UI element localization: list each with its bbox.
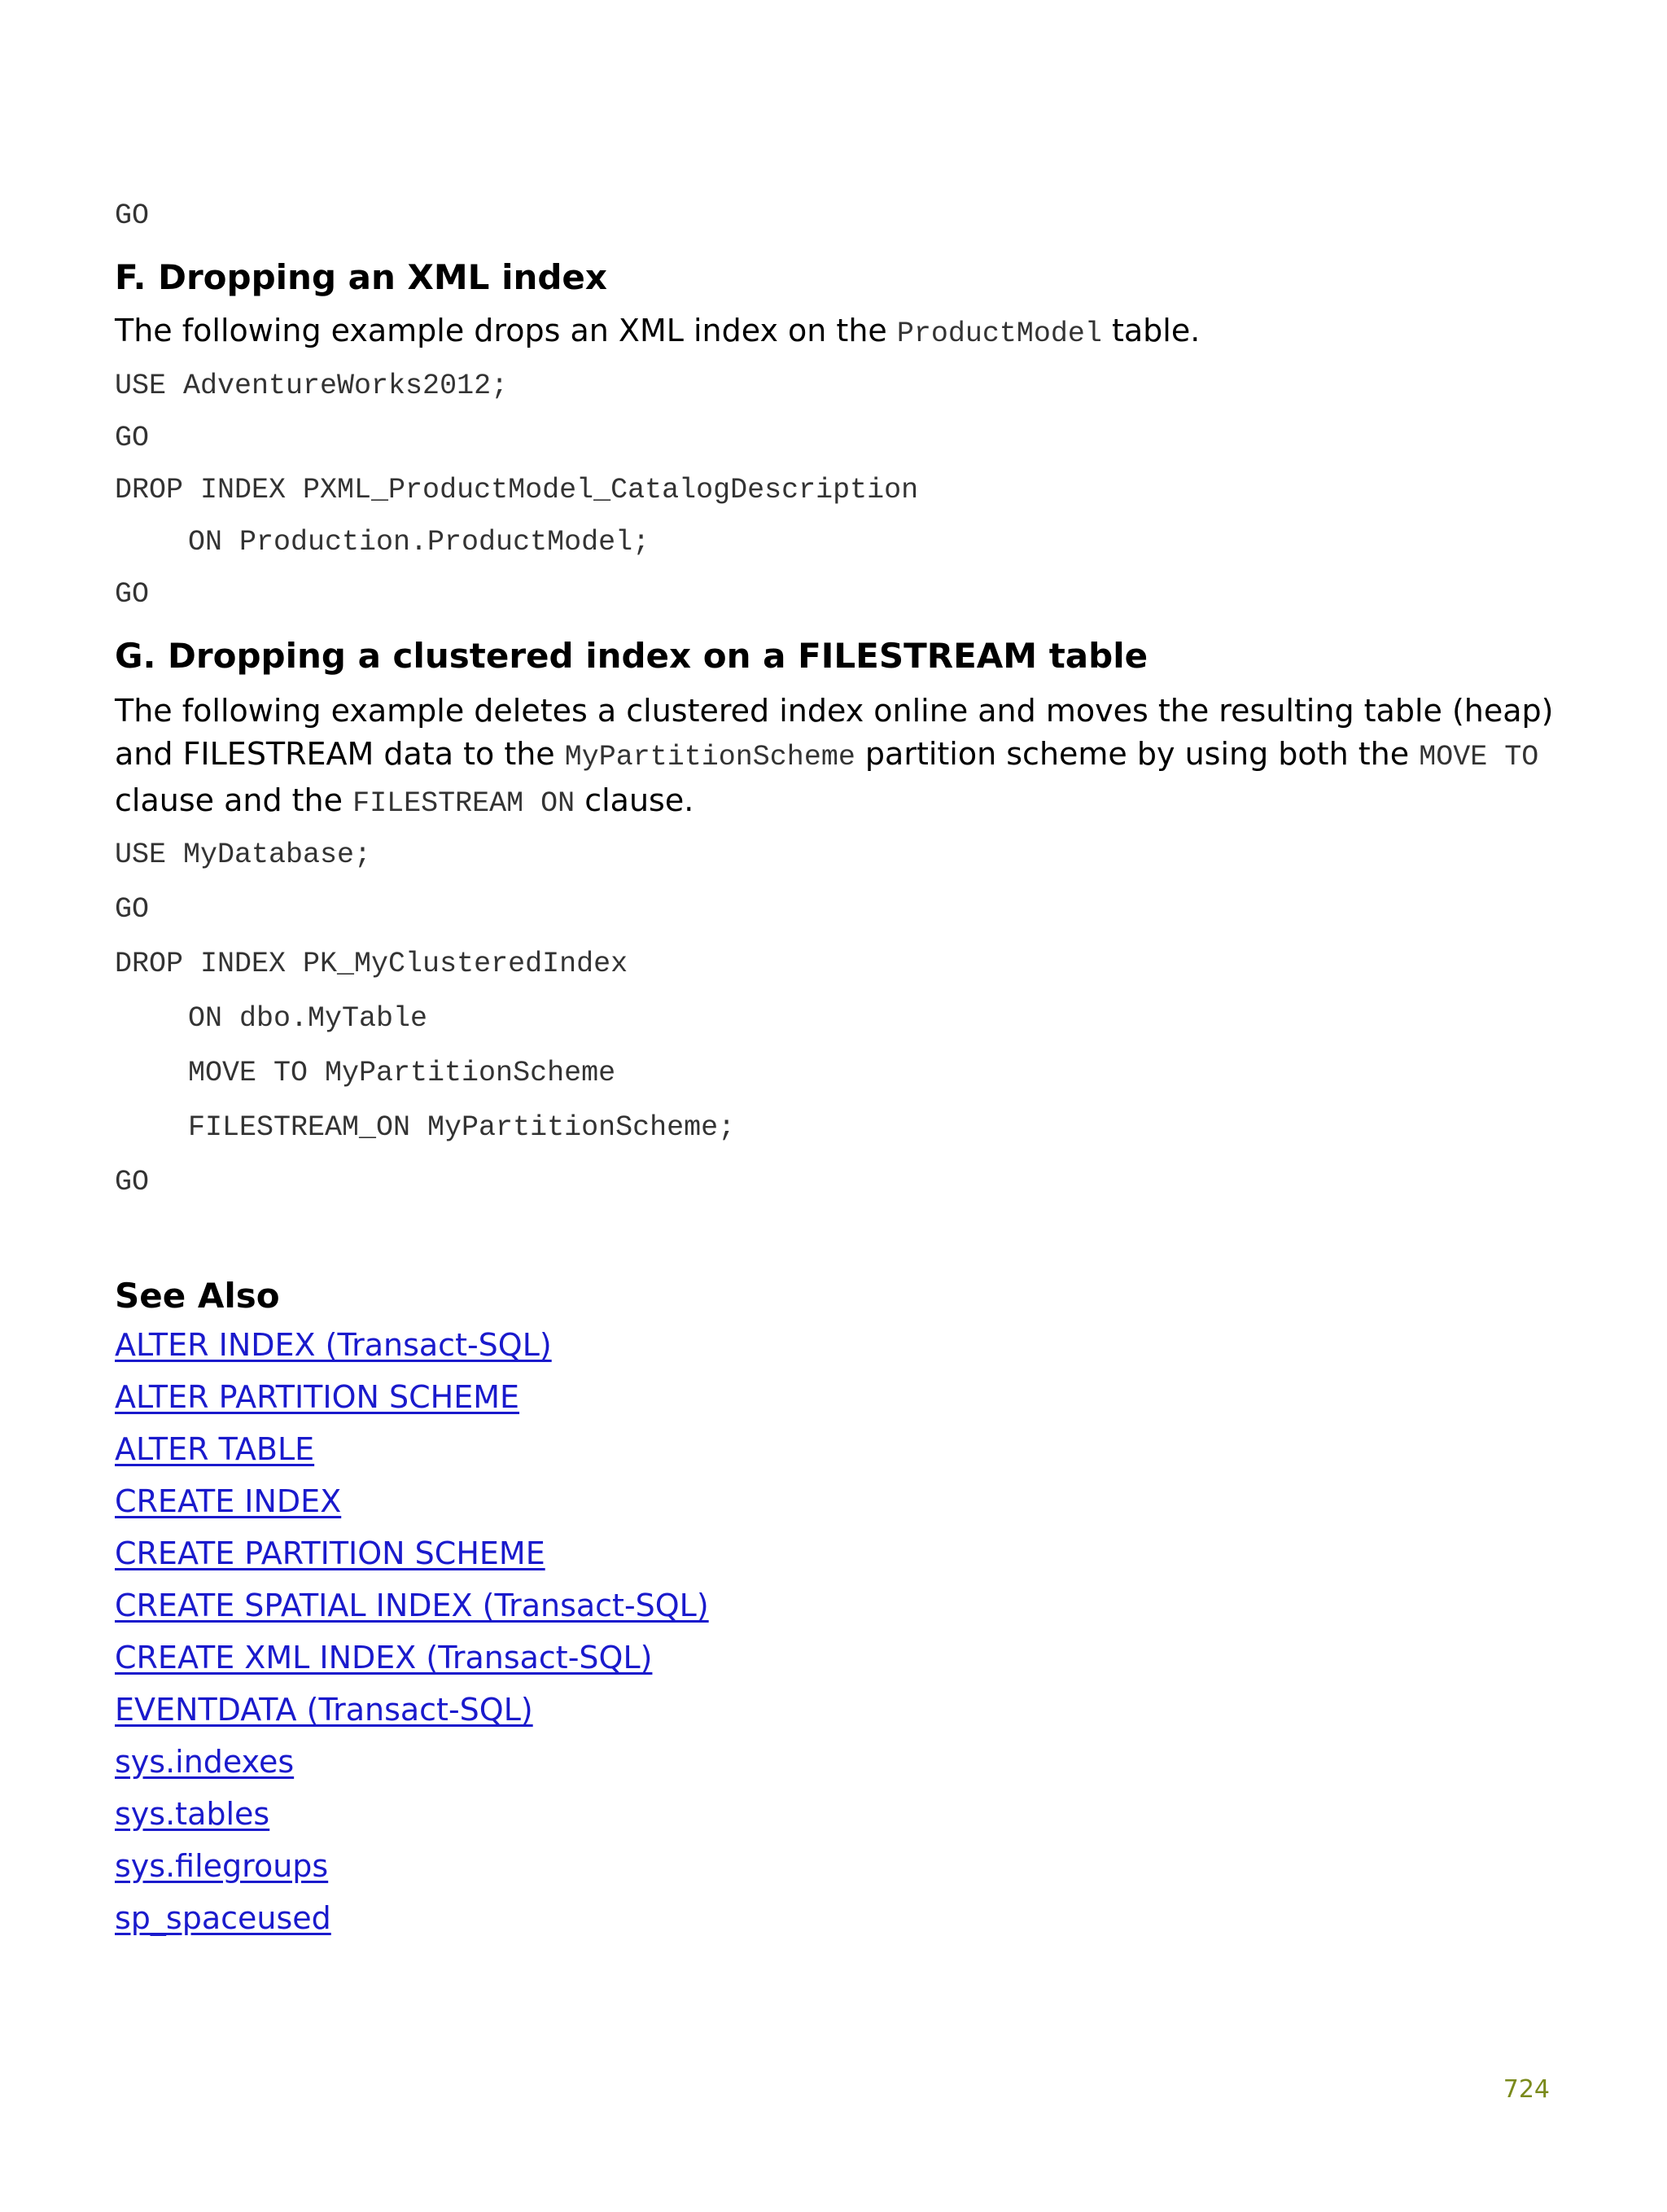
link-create-xml-index[interactable]: CREATE XML INDEX (Transact-SQL) [115,1640,653,1675]
section-g-description-text: partition scheme by using both the [855,736,1420,772]
document-page [115,0,1564,2212]
code-line: DROP INDEX PXML_ProductModel_CatalogDescription [115,474,919,506]
link-sp-spaceused[interactable]: sp_spaceused [115,1900,331,1936]
code-line: DROP INDEX PK_MyClusteredIndex [115,948,628,980]
section-g-description-text: clause and the [115,782,353,818]
see-also-heading: See Also [115,1276,280,1316]
section-heading-f: F. Dropping an XML index [115,257,608,297]
link-alter-table[interactable]: ALTER TABLE [115,1431,315,1467]
code-line: GO [115,893,150,926]
section-g-description-text-end: clause. [575,782,694,818]
inline-code-move-to: MOVE TO [1419,741,1539,773]
link-sys-indexes[interactable]: sys.indexes [115,1744,295,1780]
link-create-partition-scheme[interactable]: CREATE PARTITION SCHEME [115,1535,545,1571]
code-line-go: GO [115,199,150,232]
inline-code-mypartitionscheme: MyPartitionScheme [564,741,855,773]
section-heading-g: G. Dropping a clustered index on a FILESTREAM table [115,636,1149,676]
section-f-description [115,309,1564,356]
code-line: ON Production.ProductModel; [188,526,650,558]
inline-code-productmodel: ProductModel [896,318,1102,350]
code-line: ON dbo.MyTable [188,1002,428,1035]
code-line: GO [115,578,150,611]
link-create-index[interactable]: CREATE INDEX [115,1483,342,1519]
code-line: USE MyDatabase; [115,839,372,871]
section-f-description-text-end: table. [1101,313,1201,348]
link-sys-tables[interactable]: sys.tables [115,1796,270,1832]
code-line: GO [115,1166,150,1198]
code-line: MOVE TO MyPartitionScheme [188,1057,616,1089]
code-line: USE AdventureWorks2012; [115,370,509,402]
code-line: FILESTREAM_ON MyPartitionScheme; [188,1111,736,1144]
link-eventdata[interactable]: EVENTDATA (Transact-SQL) [115,1692,533,1728]
inline-code-filestream-on: FILESTREAM ON [352,787,575,820]
link-alter-index[interactable]: ALTER INDEX (Transact-SQL) [115,1327,552,1363]
section-g-description [115,690,1564,826]
section-g-description-text: The following example deletes a clustered index online and moves the resulting table (heap) and FILESTREAM data to the [115,693,1554,772]
link-alter-partition-scheme[interactable]: ALTER PARTITION SCHEME [115,1379,520,1415]
page-number: 724 [1503,2075,1550,2104]
link-sys-filegroups[interactable]: sys.filegroups [115,1848,329,1884]
section-f-description-text: The following example drops an XML index on the [115,313,897,348]
link-create-spatial-index[interactable]: CREATE SPATIAL INDEX (Transact-SQL) [115,1588,709,1623]
code-line: GO [115,422,150,454]
